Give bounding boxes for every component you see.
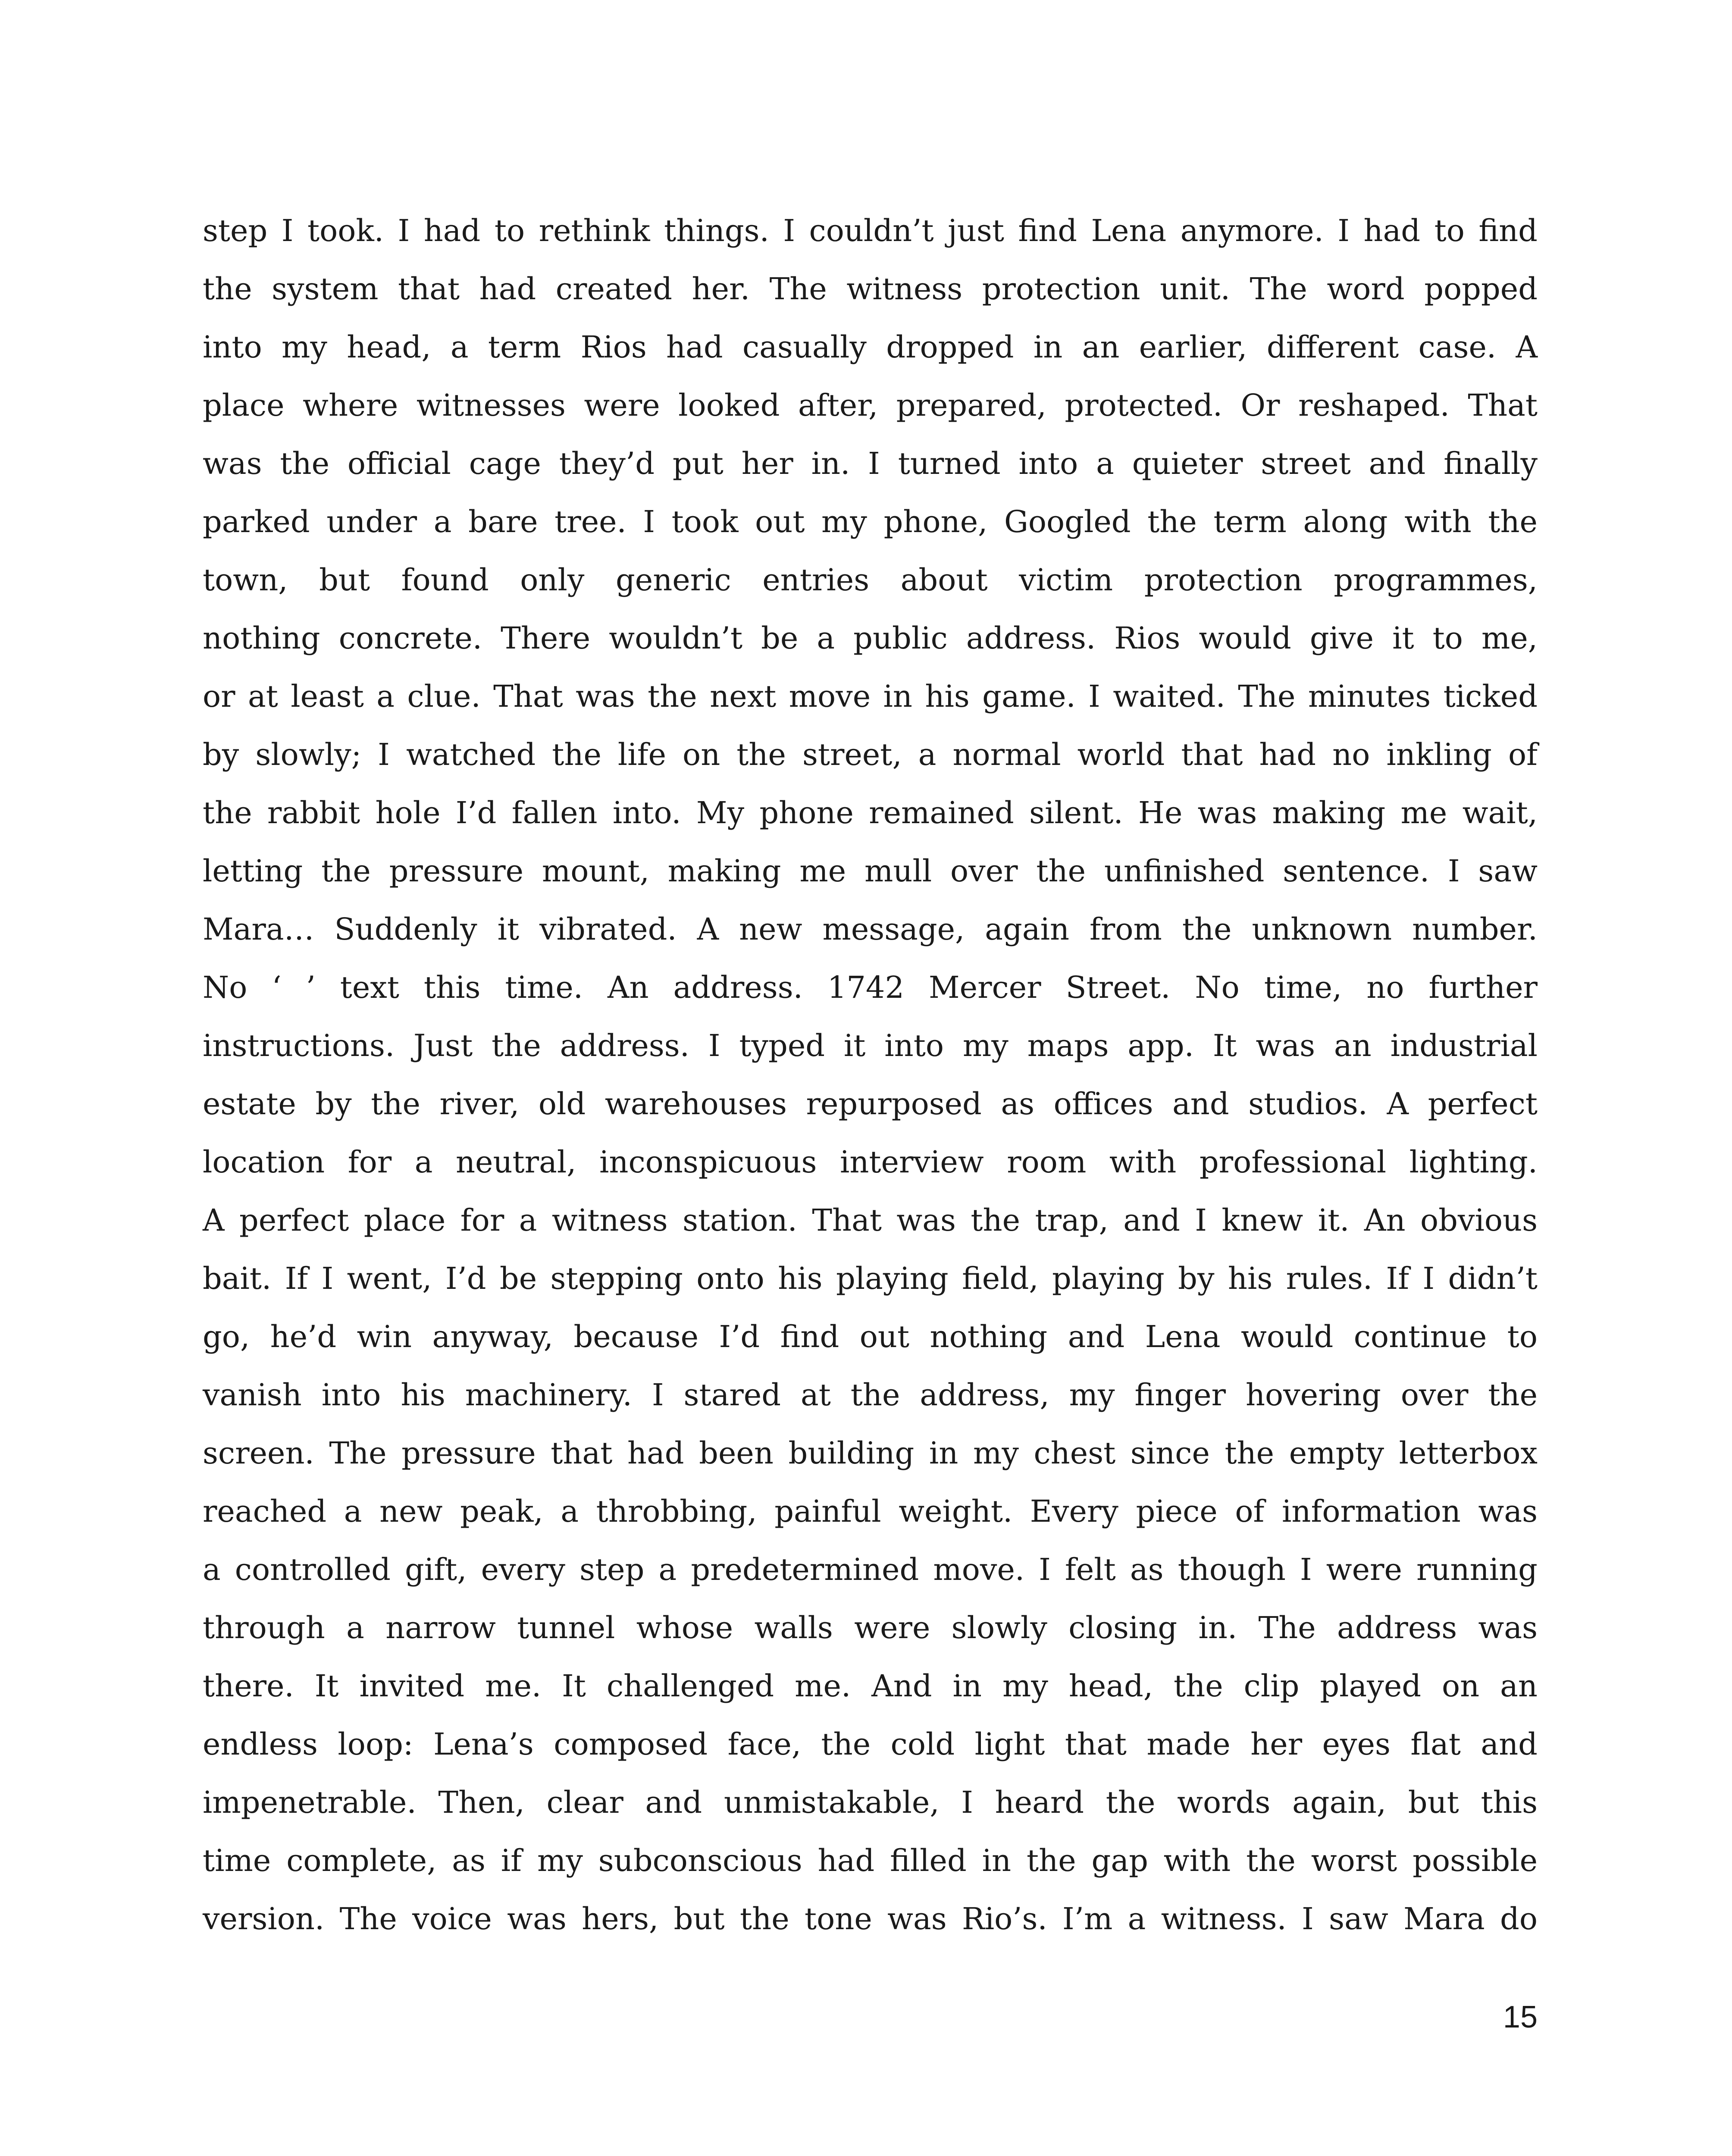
text-line: was the official cage they’d put her in. I turned into a quieter street and finally — [203, 446, 1538, 481]
text-line: town, but found only generic entries about victim protection programmes, — [203, 562, 1538, 598]
text-line: endless loop: Lena’s composed face, the cold light that made her eyes flat and — [203, 1727, 1538, 1762]
text-line: No ‘ ’ text this time. An address. 1742 Mercer Street. No time, no further — [203, 970, 1538, 1005]
text-line: by slowly; I watched the life on the street, a normal world that had no inkling of — [203, 737, 1538, 772]
text-line: letting the pressure mount, making me mull over the unfinished sentence. I saw — [203, 853, 1538, 889]
text-line: Mara… Suddenly it vibrated. A new message, again from the unknown number. — [203, 912, 1538, 947]
text-line: step I took. I had to rethink things. I couldn’t just find Lena anymore. I had to find — [203, 213, 1538, 248]
text-line: location for a neutral, inconspicuous interview room with professional lighting. — [203, 1144, 1538, 1180]
text-line: instructions. Just the address. I typed it into my maps app. It was an industrial — [203, 1028, 1538, 1063]
text-line: the rabbit hole I’d fallen into. My phone remained silent. He was making me wait, — [203, 795, 1538, 830]
text-line: A perfect place for a witness station. That was the trap, and I knew it. An obvious — [203, 1203, 1538, 1238]
text-line: go, he’d win anyway, because I’d find out nothing and Lena would continue to — [203, 1319, 1538, 1354]
text-line: vanish into his machinery. I stared at the address, my finger hovering over the — [203, 1377, 1538, 1413]
text-line: into my head, a term Rios had casually dropped in an earlier, different case. A — [203, 329, 1538, 365]
text-line: or at least a clue. That was the next move in his game. I waited. The minutes ticked — [203, 679, 1538, 714]
text-line: nothing concrete. There wouldn’t be a public address. Rios would give it to me, — [203, 620, 1538, 656]
text-line: reached a new peak, a throbbing, painful weight. Every piece of information was — [203, 1494, 1538, 1529]
text-line: impenetrable. Then, clear and unmistakable, I heard the words again, but this — [203, 1785, 1538, 1820]
page-number: 15 — [1503, 2000, 1538, 2034]
text-line: through a narrow tunnel whose walls were slowly closing in. The address was — [203, 1610, 1538, 1645]
text-line: version. The voice was hers, but the tone was Rio’s. I’m a witness. I saw Mara do — [203, 1901, 1538, 1937]
text-line: parked under a bare tree. I took out my phone, Googled the term along with the — [203, 504, 1538, 539]
text-line: estate by the river, old warehouses repurposed as offices and studios. A perfect — [203, 1086, 1538, 1122]
text-line: screen. The pressure that had been building in my chest since the empty letterbox — [203, 1435, 1538, 1471]
body-text — [203, 202, 1538, 1948]
text-line: time complete, as if my subconscious had filled in the gap with the worst possible — [203, 1843, 1538, 1878]
text-line: the system that had created her. The witness protection unit. The word popped — [203, 271, 1538, 307]
text-line: place where witnesses were looked after, prepared, protected. Or reshaped. That — [203, 388, 1538, 423]
text-line: a controlled gift, every step a predetermined move. I felt as though I were running — [203, 1552, 1538, 1587]
text-line: there. It invited me. It challenged me. And in my head, the clip played on an — [203, 1668, 1538, 1704]
text-line: bait. If I went, I’d be stepping onto his playing field, playing by his rules. If I didn’t — [203, 1261, 1538, 1296]
